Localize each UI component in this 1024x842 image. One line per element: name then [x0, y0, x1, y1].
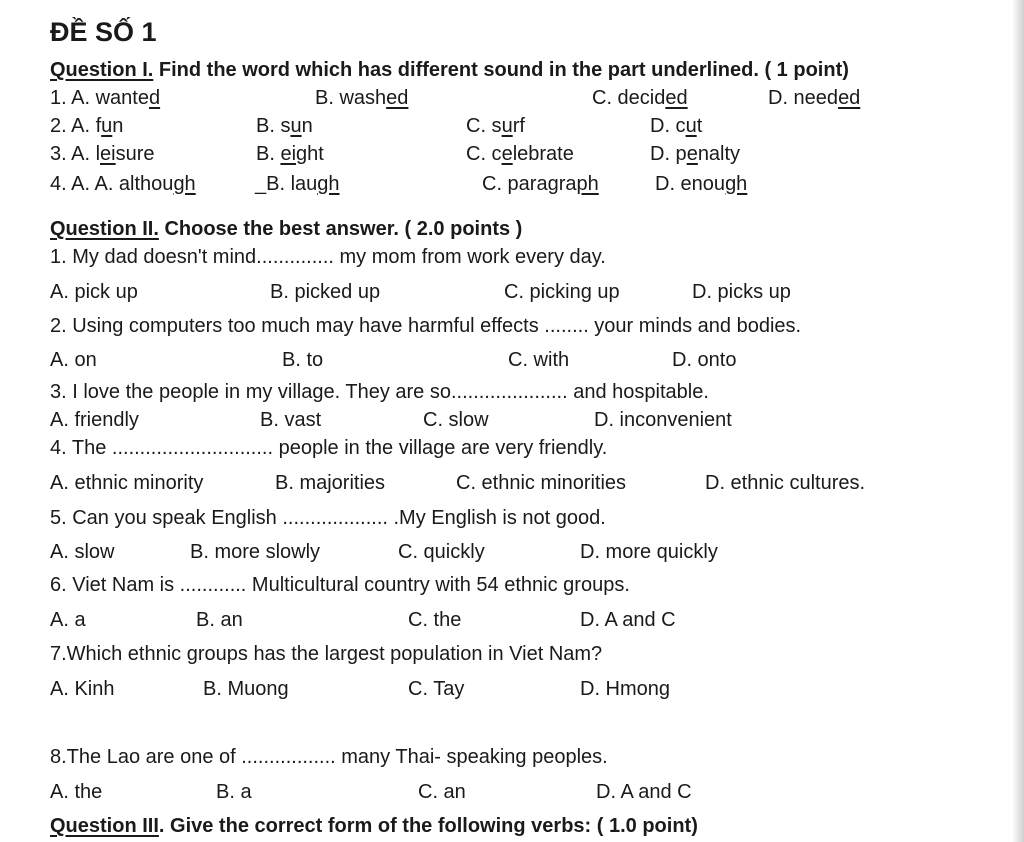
question-2-text: Choose the best answer. ( 2.0 points ): [158, 218, 523, 240]
q2-item-4-option-a: A. ethnic minority: [50, 472, 204, 494]
q2-item-1-option-d: D. picks up: [692, 281, 791, 303]
q1-row-4-a: 4. A. A. although: [50, 173, 196, 195]
q2-item-8-option-d: D. A and C: [596, 781, 692, 803]
q1-row-1-b: B. washed: [315, 87, 409, 109]
q2-item-7-option-d: D. Hmong: [580, 678, 671, 700]
q1-row-2-d: D. cut: [650, 115, 703, 137]
q2-item-6-option-a: A. a: [50, 609, 86, 631]
exam-title: ĐỀ SỐ 1: [50, 17, 157, 47]
q1-row-2-a: 2. A. fun: [50, 115, 124, 137]
q2-item-3-option-a: A. friendly: [50, 409, 139, 431]
q2-item-5-option-b: B. more slowly: [190, 541, 321, 563]
q2-item-8-option-a: A. the: [50, 781, 103, 803]
question-1-text: Find the word which has different sound in the part underlined. ( 1 point): [153, 59, 849, 81]
q2-item-3-option-d: D. inconvenient: [594, 409, 732, 431]
question-3-label: Question III: [50, 815, 159, 837]
question-1-heading: [50, 58, 849, 82]
q2-item-4-question: 4. The ............................. people in the village are very friendly.: [50, 437, 608, 459]
q2-item-6-question: 6. Viet Nam is ............ Multicultural country with 54 ethnic groups.: [50, 574, 630, 596]
question-3-heading: [50, 814, 698, 838]
q1-row-4-c: C. paragraph: [482, 173, 599, 195]
q2-item-5-option-c: C. quickly: [398, 541, 485, 563]
q1-row-1-a: 1. A. wanted: [50, 87, 161, 109]
q2-item-7-option-c: C. Tay: [408, 678, 465, 700]
question-1-label: Question I.: [50, 59, 154, 81]
q2-item-2-option-c: C. with: [508, 349, 570, 371]
q2-item-1-option-b: B. picked up: [270, 281, 381, 303]
q2-item-6-option-c: C. the: [408, 609, 462, 631]
question-3-text: . Give the correct form of the following verbs: ( 1.0 point): [158, 815, 698, 837]
q2-item-6-option-b: B. an: [196, 609, 243, 631]
q2-item-4-option-b: B. majorities: [275, 472, 386, 494]
q2-item-5-question: 5. Can you speak English ................... .My English is not good.: [50, 507, 606, 529]
q2-item-8-option-c: C. an: [418, 781, 466, 803]
q2-item-3-option-b: B. vast: [260, 409, 322, 431]
q2-item-8-question: 8.The Lao are one of ................. many Thai- speaking peoples.: [50, 746, 608, 768]
q1-row-4-d: D. enough: [655, 173, 748, 195]
q1-row-2-c: C. surf: [466, 115, 525, 137]
q2-item-8-option-b: B. a: [216, 781, 252, 803]
q2-item-1-option-c: C. picking up: [504, 281, 620, 303]
q1-row-3-d: D. penalty: [650, 143, 741, 165]
question-2-heading: [50, 217, 522, 241]
q1-row-2-b: B. sun: [256, 115, 313, 137]
q2-item-3-option-c: C. slow: [423, 409, 489, 431]
q2-item-2-question: 2. Using computers too much may have harmful effects ........ your minds and bodies.: [50, 315, 802, 337]
q1-row-4-b: _B. laugh: [255, 173, 340, 195]
q1-row-3-c: C. celebrate: [466, 143, 574, 165]
q1-row-3-a: 3. A. leisure: [50, 143, 155, 165]
q2-item-5-option-d: D. more quickly: [580, 541, 718, 563]
page-shadow-edge: [1012, 0, 1024, 842]
q2-item-4-option-c: C. ethnic minorities: [456, 472, 627, 494]
q2-item-3-question: 3. I love the people in my village. They are so..................... and hospitable.: [50, 381, 709, 403]
q2-item-6-option-d: D. A and C: [580, 609, 676, 631]
q2-item-1-option-a: A. pick up: [50, 281, 138, 303]
q2-item-1-question: 1. My dad doesn't mind.............. my mom from work every day.: [50, 246, 606, 268]
q2-item-2-option-b: B. to: [282, 349, 324, 371]
q1-row-1-c: C. decided: [592, 87, 688, 109]
q2-item-5-option-a: A. slow: [50, 541, 115, 563]
q2-item-7-question: 7.Which ethnic groups has the largest population in Viet Nam?: [50, 643, 603, 665]
q1-row-1-d: D. needed: [768, 87, 861, 109]
q1-row-3-b: B. eight: [256, 143, 324, 165]
q2-item-4-option-d: D. ethnic cultures.: [705, 472, 866, 494]
q2-item-7-option-b: B. Muong: [203, 678, 289, 700]
q2-item-2-option-a: A. on: [50, 349, 97, 371]
question-2-label: Question II.: [50, 218, 159, 240]
q2-item-2-option-d: D. onto: [672, 349, 737, 371]
q2-item-7-option-a: A. Kinh: [50, 678, 115, 700]
